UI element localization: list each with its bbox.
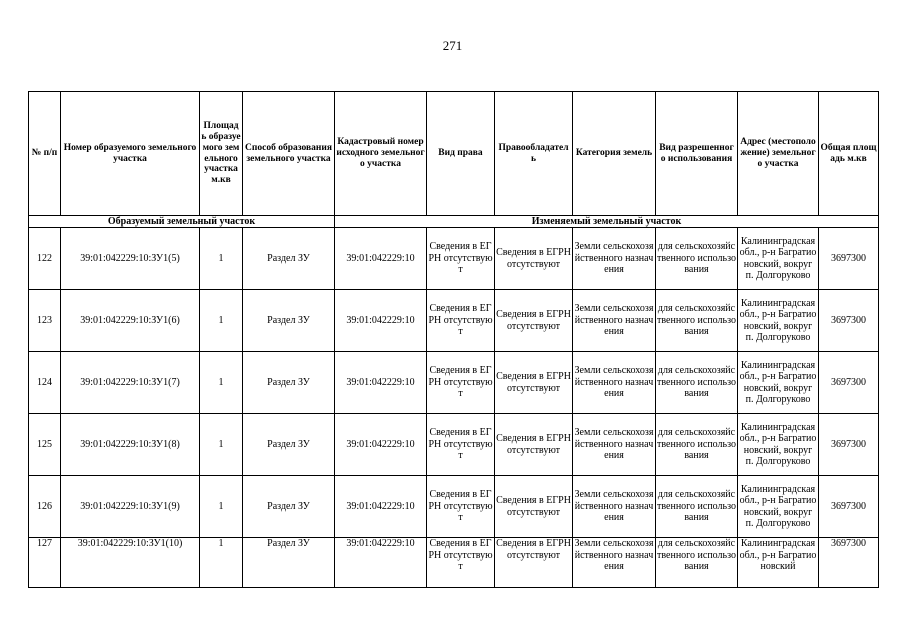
- cell-method-text: Раздел ЗУ: [267, 538, 310, 549]
- cell-total-area-text: 3697300: [831, 314, 866, 326]
- cell-category: [573, 538, 656, 588]
- cell-parcel-number: [61, 476, 200, 538]
- cell-total-area: [819, 538, 879, 588]
- cell-address-text: Калининградская обл., р-н Багратионовский, вокруг п. Долгоруково: [739, 483, 817, 529]
- cell-right-type: [427, 228, 495, 290]
- cell-holder: [495, 476, 573, 538]
- table-body: [29, 92, 879, 588]
- cell-category: [573, 476, 656, 538]
- cell-right-type: [427, 352, 495, 414]
- cell-address-text: Калининградская обл., р-н Багратионовский, вокруг п. Долгоруково: [739, 421, 817, 467]
- cell-total-area-text: 3697300: [831, 376, 866, 388]
- cell-area: [200, 414, 243, 476]
- cell-area-text: 1: [218, 538, 224, 549]
- cell-permitted-use-text: для сельскохозяйственного использования: [657, 365, 736, 400]
- cell-cadastral-text: 39:01:042229:10: [346, 438, 415, 450]
- cell-holder-text: Сведения в ЕГРН отсутствуют: [496, 495, 571, 518]
- cell-area: [200, 352, 243, 414]
- cell-num-text: 122: [37, 252, 52, 264]
- cell-permitted-use: [656, 290, 738, 352]
- cell-permitted-use-text: для сельскохозяйственного использования: [657, 303, 736, 338]
- cell-cadastral-text: 39:01:042229:10: [346, 314, 415, 326]
- header-permitted-use: Вид разрешенного использования: [656, 92, 738, 216]
- header-cadastral: Кадастровый номер исходного земельного участка: [335, 92, 427, 216]
- cell-cadastral: [335, 414, 427, 476]
- cell-method: [243, 538, 335, 588]
- cell-num: [29, 476, 61, 538]
- cell-right-type-text: Сведения в ЕГРН отсутствуют: [428, 241, 493, 276]
- cell-holder-text: Сведения в ЕГРН отсутствуют: [496, 371, 571, 394]
- cell-holder-text: Сведения в ЕГРН отсутствуют: [496, 309, 571, 332]
- cell-right-type-text: Сведения в ЕГРН отсутствуют: [428, 489, 493, 524]
- cell-holder: [495, 290, 573, 352]
- cell-area: [200, 290, 243, 352]
- cell-num: [29, 414, 61, 476]
- cell-area-text: 1: [218, 314, 224, 326]
- cell-category: [573, 228, 656, 290]
- cell-cadastral-text: 39:01:042229:10: [346, 252, 415, 264]
- cell-parcel-number: [61, 538, 200, 588]
- cell-holder-text: Сведения в ЕГРН отсутствуют: [496, 538, 571, 561]
- cell-parcel-number-text: 39:01:042229:10:ЗУ1(7): [80, 376, 180, 388]
- cell-num: [29, 538, 61, 588]
- table-row: [29, 290, 879, 352]
- cell-parcel-number-text: 39:01:042229:10:ЗУ1(9): [80, 500, 180, 512]
- cell-total-area: [819, 228, 879, 290]
- cell-permitted-use-text: для сельскохозяйственного использования: [657, 241, 736, 276]
- cell-permitted-use: [656, 414, 738, 476]
- cell-method-text: Раздел ЗУ: [267, 314, 310, 326]
- cell-area: [200, 228, 243, 290]
- cell-num-text: 124: [37, 376, 52, 388]
- cell-parcel-number: [61, 352, 200, 414]
- cell-parcel-number-text: 39:01:042229:10:ЗУ1(6): [80, 314, 180, 326]
- group-row: [29, 216, 879, 228]
- cell-permitted-use: [656, 228, 738, 290]
- cell-category-text: Земли сельскохозяйственного назначения: [574, 303, 654, 338]
- cell-parcel-number: [61, 228, 200, 290]
- cell-address: [738, 538, 819, 588]
- cell-cadastral-text: 39:01:042229:10: [346, 376, 415, 388]
- cell-category-text: Земли сельскохозяйственного назначения: [574, 489, 654, 524]
- cell-holder: [495, 538, 573, 588]
- cell-permitted-use: [656, 476, 738, 538]
- cell-area-text: 1: [218, 500, 224, 512]
- cell-holder-text: Сведения в ЕГРН отсутствуют: [496, 247, 571, 270]
- cell-method-text: Раздел ЗУ: [267, 376, 310, 388]
- cell-area: [200, 538, 243, 588]
- cell-category-text: Земли сельскохозяйственного назначения: [574, 365, 654, 400]
- cell-total-area-text: 3697300: [831, 500, 866, 512]
- header-right-type: Вид права: [427, 92, 495, 216]
- cell-cadastral: [335, 352, 427, 414]
- cell-method-text: Раздел ЗУ: [267, 252, 310, 264]
- cell-holder-text: Сведения в ЕГРН отсутствуют: [496, 433, 571, 456]
- cell-total-area-text: 3697300: [831, 538, 866, 549]
- cell-parcel-number-text: 39:01:042229:10:ЗУ1(8): [80, 438, 180, 450]
- header-holder: Правообладатель: [495, 92, 573, 216]
- cell-cadastral: [335, 538, 427, 588]
- cell-category-text: Земли сельскохозяйственного назначения: [574, 241, 654, 276]
- cell-num-text: 126: [37, 500, 52, 512]
- cell-num: [29, 228, 61, 290]
- cell-method-text: Раздел ЗУ: [267, 500, 310, 512]
- cell-num-text: 125: [37, 438, 52, 450]
- cell-total-area: [819, 290, 879, 352]
- cell-method: [243, 476, 335, 538]
- cell-parcel-number: [61, 414, 200, 476]
- cell-parcel-number-text: 39:01:042229:10:ЗУ1(10): [77, 538, 183, 549]
- cell-area-text: 1: [218, 376, 224, 388]
- cell-cadastral: [335, 228, 427, 290]
- cell-category: [573, 290, 656, 352]
- header-num: № п/п: [29, 92, 61, 216]
- cell-num-text: 123: [37, 314, 52, 326]
- cell-permitted-use: [656, 352, 738, 414]
- table-row: [29, 228, 879, 290]
- cell-num-text: 127: [37, 538, 52, 549]
- cell-total-area-text: 3697300: [831, 438, 866, 450]
- header-parcel-number: Номер образуемого земельного участка: [61, 92, 200, 216]
- cell-category: [573, 352, 656, 414]
- table-row: [29, 414, 879, 476]
- cell-cadastral-text: 39:01:042229:10: [346, 538, 415, 549]
- group-formed: Образуемый земельный участок: [29, 216, 335, 228]
- cell-holder: [495, 352, 573, 414]
- cell-permitted-use: [656, 538, 738, 588]
- page-number: 271: [442, 38, 463, 53]
- cell-address: [738, 352, 819, 414]
- header-total-area: Общая площадь м.кв: [819, 92, 879, 216]
- cell-cadastral: [335, 290, 427, 352]
- cell-area-text: 1: [218, 438, 224, 450]
- cell-right-type-text: Сведения в ЕГРН отсутствуют: [428, 303, 493, 338]
- cell-method: [243, 228, 335, 290]
- cell-category: [573, 414, 656, 476]
- cell-right-type: [427, 414, 495, 476]
- land-parcel-table: [28, 91, 879, 588]
- cell-permitted-use-text: для сельскохозяйственного использования: [657, 489, 736, 524]
- cell-method: [243, 352, 335, 414]
- cell-address: [738, 228, 819, 290]
- cell-parcel-number-text: 39:01:042229:10:ЗУ1(5): [80, 252, 180, 264]
- cell-total-area: [819, 352, 879, 414]
- cell-parcel-number: [61, 290, 200, 352]
- cell-address-text: Калининградская обл., р-н Багратионовский, вокруг п. Долгоруково: [739, 297, 817, 343]
- cell-num: [29, 290, 61, 352]
- cell-right-type: [427, 290, 495, 352]
- header-area: Площадь образуемого земельного участка м.кв: [200, 92, 243, 216]
- cell-area: [200, 476, 243, 538]
- cell-address-text: Калининградская обл., р-н Багратионовский, вокруг п. Долгоруково: [739, 359, 817, 405]
- cell-permitted-use-text: для сельскохозяйственного использования: [657, 538, 736, 572]
- cell-method: [243, 290, 335, 352]
- cell-right-type: [427, 476, 495, 538]
- cell-method: [243, 414, 335, 476]
- table-row: [29, 538, 879, 588]
- cell-holder: [495, 414, 573, 476]
- cell-address: [738, 290, 819, 352]
- cell-address-text: Калининградская обл., р-н Багратионовский, вокруг п. Долгоруково: [739, 235, 817, 281]
- cell-right-type-text: Сведения в ЕГРН отсутствуют: [428, 365, 493, 400]
- cell-cadastral-text: 39:01:042229:10: [346, 500, 415, 512]
- cell-right-type: [427, 538, 495, 588]
- cell-area-text: 1: [218, 252, 224, 264]
- cell-address: [738, 414, 819, 476]
- cell-total-area: [819, 476, 879, 538]
- table-row: [29, 476, 879, 538]
- cell-right-type-text: Сведения в ЕГРН отсутствуют: [428, 427, 493, 462]
- table-row: [29, 352, 879, 414]
- group-modified: Изменяемый земельный участок: [335, 216, 879, 228]
- cell-address: [738, 476, 819, 538]
- header-row: [29, 92, 879, 216]
- cell-address-text: Калининградская обл., р-н Багратионовский: [739, 538, 817, 572]
- header-category: Категория земель: [573, 92, 656, 216]
- cell-cadastral: [335, 476, 427, 538]
- cell-holder: [495, 228, 573, 290]
- cell-method-text: Раздел ЗУ: [267, 438, 310, 450]
- cell-permitted-use-text: для сельскохозяйственного использования: [657, 427, 736, 462]
- cell-num: [29, 352, 61, 414]
- header-method: Способ образования земельного участка: [243, 92, 335, 216]
- cell-category-text: Земли сельскохозяйственного назначения: [574, 427, 654, 462]
- cell-total-area-text: 3697300: [831, 252, 866, 264]
- cell-right-type-text: Сведения в ЕГРН отсутствуют: [428, 538, 493, 572]
- cell-category-text: Земли сельскохозяйственного назначения: [574, 538, 654, 572]
- header-address: Адрес (местоположение) земельного участка: [738, 92, 819, 216]
- cell-total-area: [819, 414, 879, 476]
